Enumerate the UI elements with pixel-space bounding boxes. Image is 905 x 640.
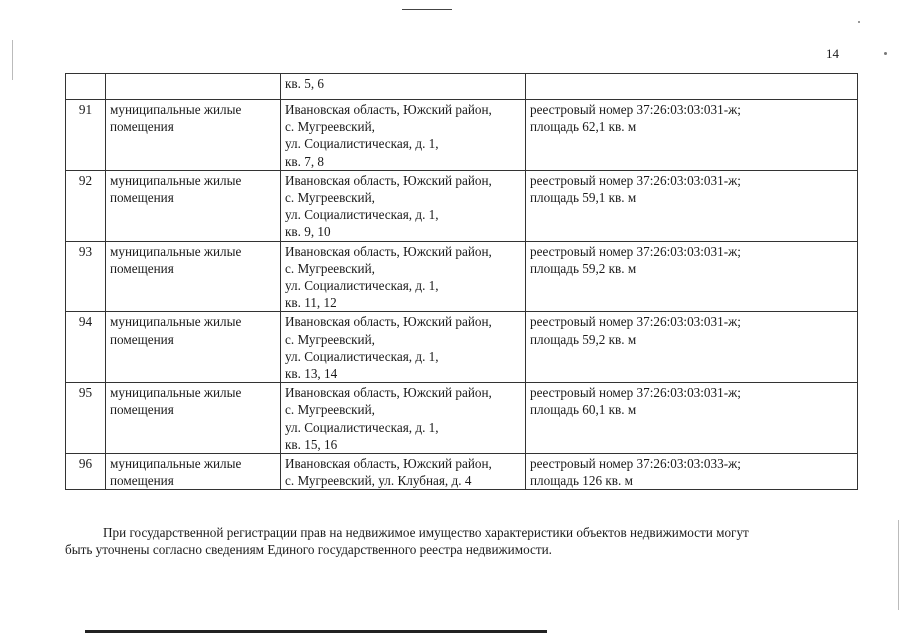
row-number-cell: 91 bbox=[66, 100, 106, 171]
table-row-continuation bbox=[66, 74, 858, 100]
note-line: При государственной регистрации прав на недвижимое имущество характеристики объектов недвижимости могут bbox=[103, 525, 749, 540]
address-line: с. Мугреевский, bbox=[285, 119, 375, 135]
row-number-cell: 92 bbox=[66, 170, 106, 241]
area-value: площадь 59,2 кв. м bbox=[530, 260, 637, 276]
row-number-cell: 95 bbox=[66, 383, 106, 454]
address-line: с. Мугреевский, bbox=[285, 260, 375, 276]
object-name-cell bbox=[106, 454, 281, 490]
registry-number: реестровый номер 37:26:03:03:033-ж; bbox=[530, 456, 741, 472]
scan-speck bbox=[858, 21, 860, 23]
address-line: кв. 9, 10 bbox=[285, 224, 331, 240]
address-line: Ивановская область, Южский район, bbox=[285, 172, 492, 188]
table-row bbox=[66, 241, 858, 312]
address-line: Ивановская область, Южский район, bbox=[285, 102, 492, 117]
bottom-scan-bar bbox=[85, 630, 547, 633]
address-line: с. Мугреевский, bbox=[285, 402, 375, 418]
left-scan-edge bbox=[12, 40, 13, 80]
registry-info-cell bbox=[526, 383, 858, 454]
object-name-cell bbox=[106, 241, 281, 312]
address-line: кв. 15, 16 bbox=[285, 436, 338, 452]
area-value: площадь 60,1 кв. м bbox=[530, 402, 637, 418]
address-cell bbox=[281, 383, 526, 454]
registry-number: реестровый номер 37:26:03:03:031-ж; bbox=[530, 102, 741, 117]
table-row bbox=[66, 383, 858, 454]
address-line: ул. Социалистическая, д. 1, bbox=[285, 278, 439, 294]
scan-speck bbox=[884, 52, 887, 55]
area-value: площадь 59,2 кв. м bbox=[530, 331, 637, 347]
registry-info-cell bbox=[526, 241, 858, 312]
registry-info-cell bbox=[526, 170, 858, 241]
registry-number: реестровый номер 37:26:03:03:031-ж; bbox=[530, 314, 741, 330]
address-line: Ивановская область, Южский район, bbox=[285, 314, 492, 330]
address-line: кв. 11, 12 bbox=[285, 295, 337, 311]
address-cell bbox=[281, 454, 526, 490]
right-scan-edge bbox=[898, 520, 899, 610]
object-name-line: помещения bbox=[110, 402, 174, 418]
object-name-cell bbox=[106, 170, 281, 241]
address-line: с. Мугреевский, bbox=[285, 331, 375, 347]
address-line: Ивановская область, Южский район, bbox=[285, 243, 492, 259]
area-value: площадь 126 кв. м bbox=[530, 473, 633, 489]
table-row bbox=[66, 454, 858, 490]
object-name-cell bbox=[106, 100, 281, 171]
object-name-line: муниципальные жилые bbox=[110, 243, 242, 259]
registry-info-cell bbox=[526, 312, 858, 383]
object-name-cell bbox=[106, 312, 281, 383]
row-number-cell: 94 bbox=[66, 312, 106, 383]
row-number-cell: 96 bbox=[66, 454, 106, 490]
registration-note bbox=[65, 524, 855, 558]
address-line: Ивановская область, Южский район, bbox=[285, 456, 492, 472]
registry-number: реестровый номер 37:26:03:03:031-ж; bbox=[530, 172, 741, 188]
registry-number: реестровый номер 37:26:03:03:031-ж; bbox=[530, 385, 741, 401]
address-line: кв. 13, 14 bbox=[285, 366, 338, 382]
object-name-line: помещения bbox=[110, 331, 174, 347]
address-line: с. Мугреевский, ул. Клубная, д. 4 bbox=[285, 473, 472, 489]
page-number: 14 bbox=[826, 46, 839, 61]
area-value: площадь 59,1 кв. м bbox=[530, 190, 637, 206]
address-line: ул. Социалистическая, д. 1, bbox=[285, 207, 439, 223]
row-number-cell: 93 bbox=[66, 241, 106, 312]
address-cell bbox=[281, 74, 526, 100]
registry-info-cell bbox=[526, 74, 858, 100]
object-name-line: помещения bbox=[110, 473, 174, 489]
object-name-line: помещения bbox=[110, 190, 174, 206]
property-registry-table bbox=[65, 73, 858, 490]
address-line: ул. Социалистическая, д. 1, bbox=[285, 136, 439, 152]
row-number-cell bbox=[66, 74, 106, 100]
object-name-line: муниципальные жилые bbox=[110, 456, 242, 472]
address-cell bbox=[281, 241, 526, 312]
address-cell bbox=[281, 100, 526, 171]
address-line: ул. Социалистическая, д. 1, bbox=[285, 419, 439, 435]
address-cell bbox=[281, 170, 526, 241]
registry-number: реестровый номер 37:26:03:03:031-ж; bbox=[530, 243, 741, 259]
object-name-line: помещения bbox=[110, 260, 174, 276]
object-name-line: помещения bbox=[110, 119, 174, 135]
area-value: площадь 62,1 кв. м bbox=[530, 119, 637, 135]
object-name-line: муниципальные жилые bbox=[110, 172, 242, 188]
object-name-line: муниципальные жилые bbox=[110, 385, 242, 401]
object-name-cell bbox=[106, 383, 281, 454]
table-row bbox=[66, 170, 858, 241]
address-line: с. Мугреевский, bbox=[285, 190, 375, 206]
top-scan-mark bbox=[402, 9, 452, 10]
address-line: ул. Социалистическая, д. 1, bbox=[285, 348, 439, 364]
address-line: кв. 5, 6 bbox=[285, 76, 325, 91]
object-name-line: муниципальные жилые bbox=[110, 314, 242, 330]
object-name-cell bbox=[106, 74, 281, 100]
note-line: быть уточнены согласно сведениям Единого государственного реестра недвижимости. bbox=[65, 542, 552, 557]
table-row bbox=[66, 312, 858, 383]
table-row bbox=[66, 100, 858, 171]
address-line: Ивановская область, Южский район, bbox=[285, 385, 492, 401]
address-cell bbox=[281, 312, 526, 383]
address-line: кв. 7, 8 bbox=[285, 153, 325, 169]
registry-info-cell bbox=[526, 100, 858, 171]
registry-info-cell bbox=[526, 454, 858, 490]
object-name-line: муниципальные жилые bbox=[110, 102, 242, 117]
